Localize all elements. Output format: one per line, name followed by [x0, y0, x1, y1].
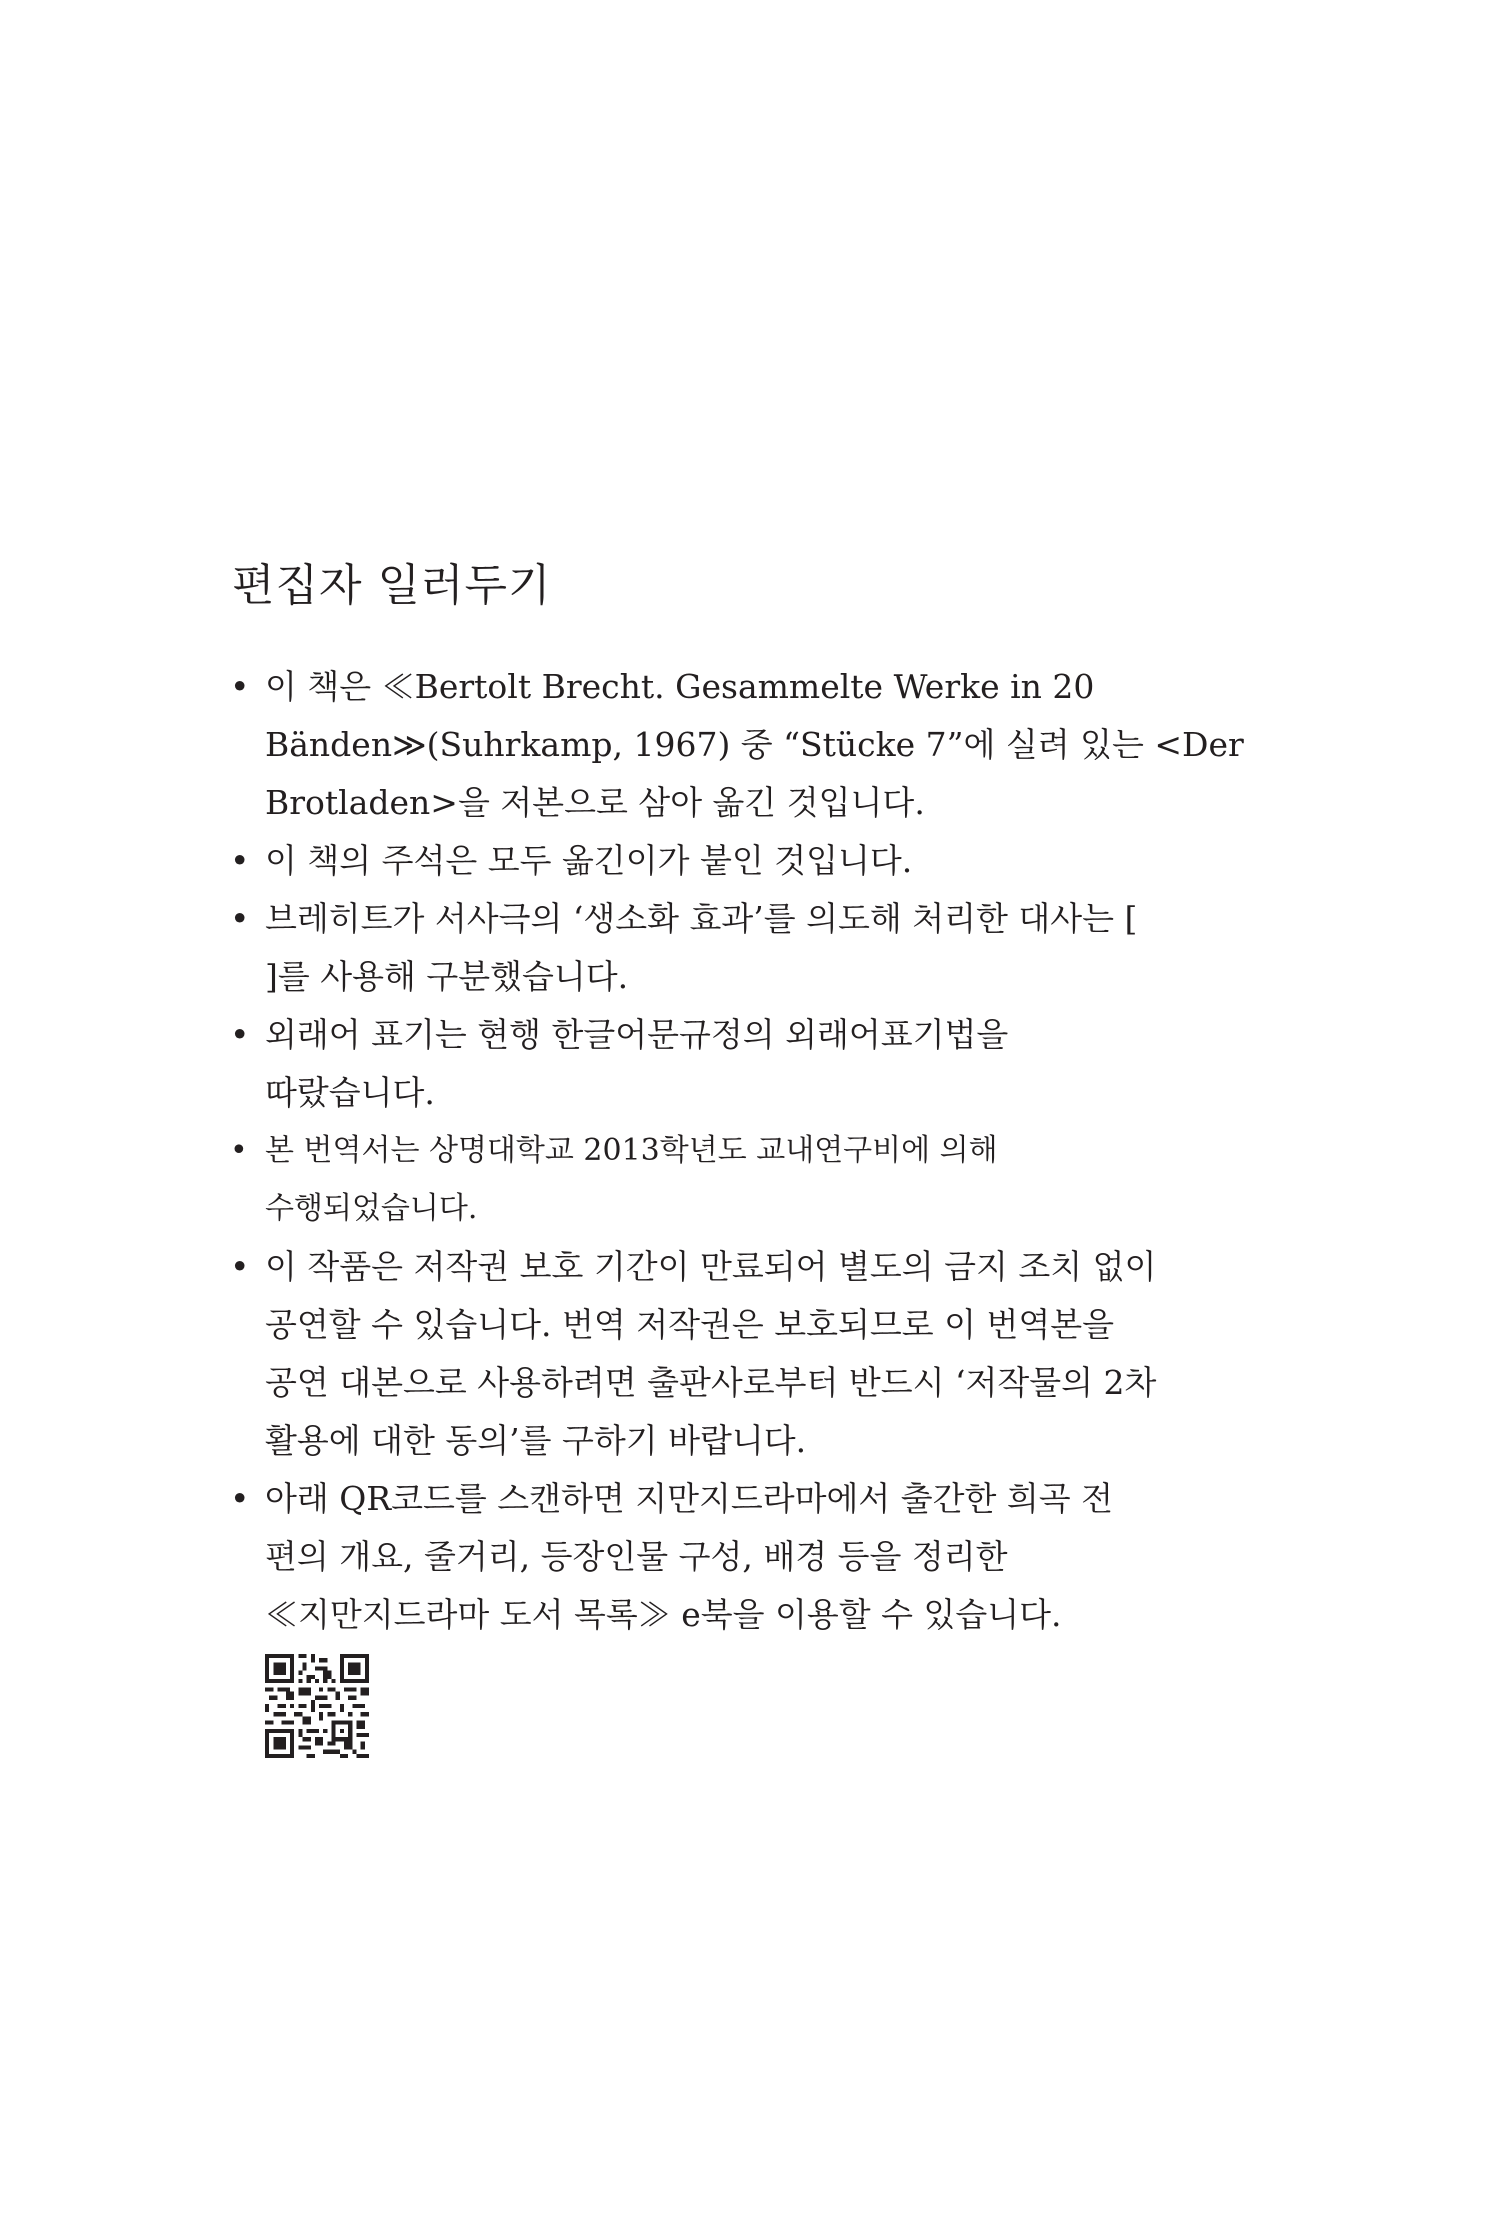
note-line: ]를 사용해 구분했습니다. — [265, 957, 629, 996]
bullet-icon: • — [230, 899, 250, 938]
note-line: 공연할 수 있습니다. 번역 저작권은 보호되므로 이 번역본을 — [265, 1305, 1114, 1344]
bullet-icon: • — [230, 1479, 250, 1518]
note-line: 이 책의 주석은 모두 옮긴이가 붙인 것입니다. — [265, 841, 913, 880]
note-line: 이 책은 ≪Bertolt Brecht. Gesammelte Werke in 20 — [265, 667, 1095, 706]
note-item — [230, 1238, 1230, 1470]
bullet-icon: • — [230, 841, 250, 880]
note-line: 편의 개요, 줄거리, 등장인물 구성, 배경 등을 정리한 — [265, 1537, 1008, 1576]
note-item — [230, 1470, 1230, 1644]
note-line: 공연 대본으로 사용하려면 출판사로부터 반드시 ‘저작물의 2차 — [265, 1363, 1157, 1402]
note-item — [230, 890, 1230, 1006]
note-line: 브레히트가 서사극의 ‘생소화 효과’를 의도해 처리한 대사는 [ — [265, 899, 1138, 938]
note-item — [230, 658, 1244, 832]
note-line: 수행되었습니다. — [265, 1191, 478, 1226]
note-line: 본 번역서는 상명대학교 2013학년도 교내연구비에 의해 — [265, 1133, 998, 1168]
note-line: 외래어 표기는 현행 한글어문규정의 외래어표기법을 — [265, 1015, 1009, 1054]
page-title: 편집자 일러두기 — [232, 560, 552, 611]
bullet-icon: • — [230, 1015, 250, 1054]
note-line: 아래 QR코드를 스캔하면 지만지드라마에서 출간한 희곡 전 — [265, 1479, 1114, 1518]
note-line: 따랐습니다. — [265, 1073, 435, 1112]
note-item — [230, 1122, 1230, 1238]
note-line: 활용에 대한 동의’를 구하기 바랍니다. — [265, 1421, 807, 1460]
notes-list — [230, 658, 1244, 1644]
bullet-icon: • — [230, 1133, 248, 1168]
note-line: ≪지만지드라마 도서 목록≫ e북을 이용할 수 있습니다. — [265, 1595, 1062, 1634]
note-item — [230, 1006, 1230, 1122]
bullet-icon: • — [230, 1247, 250, 1286]
qr-code-icon — [265, 1654, 369, 1758]
note-line: 이 작품은 저작권 보호 기간이 만료되어 별도의 금지 조치 없이 — [265, 1247, 1157, 1286]
note-line: Brotladen>을 저본으로 삼아 옮긴 것입니다. — [265, 783, 925, 822]
note-item — [230, 832, 1230, 890]
note-line: Bänden≫(Suhrkamp, 1967) 중 “Stücke 7”에 실려 있는 <Der — [265, 725, 1244, 764]
bullet-icon: • — [230, 667, 250, 706]
